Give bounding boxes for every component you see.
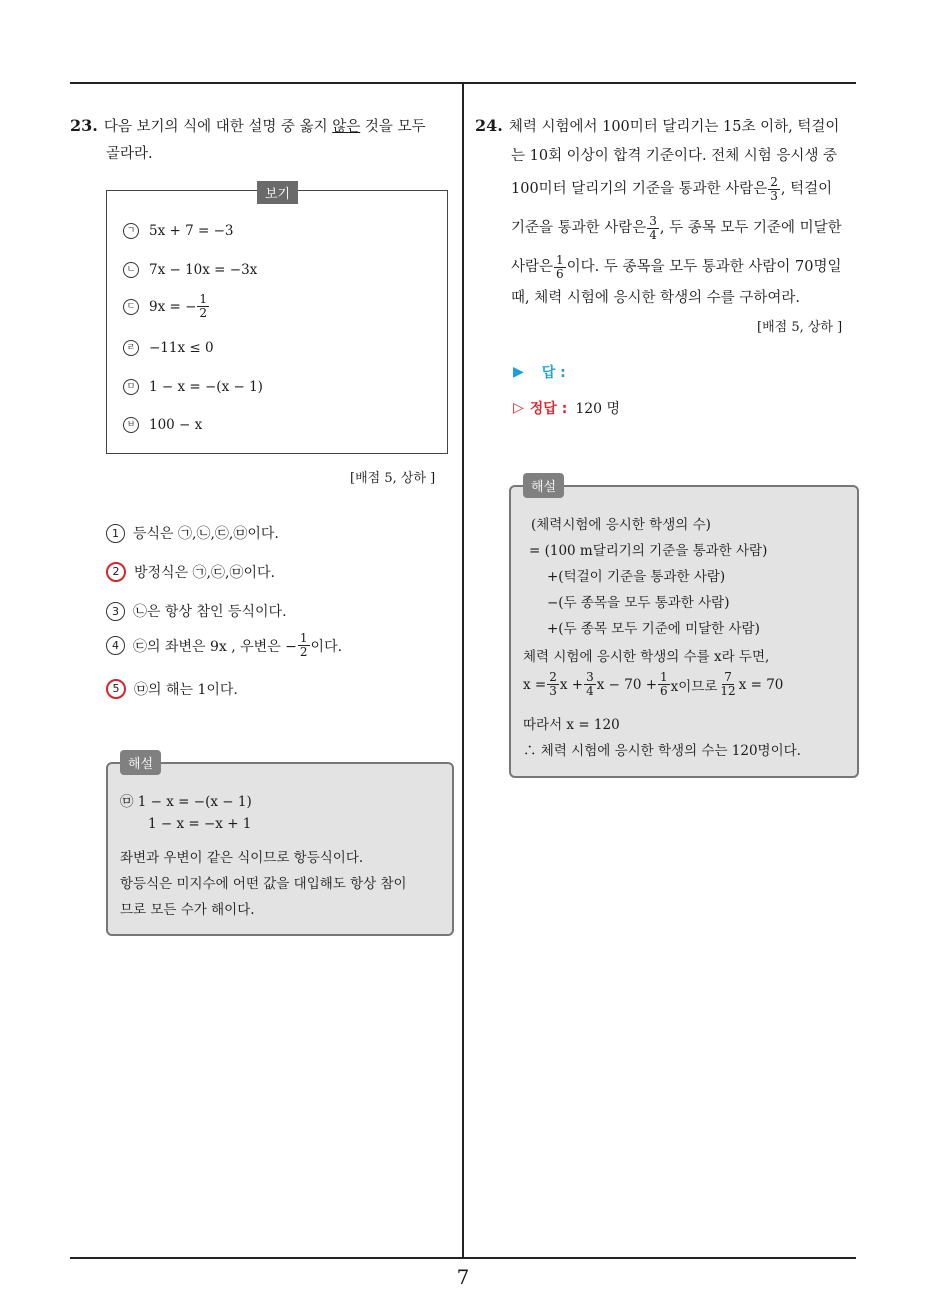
correct-value: 120 명 — [575, 401, 621, 417]
frac-num: 1 — [199, 292, 208, 306]
choice-1[interactable] — [106, 523, 279, 543]
fraction — [768, 176, 780, 203]
choice-text: ㉡은 항상 참인 등식이다. — [133, 604, 287, 620]
correct-answer-row — [513, 398, 620, 418]
choice-text: 방정식은 ㉠,㉢,㉤이다. — [134, 565, 275, 581]
bogi-item — [123, 293, 210, 320]
expl-line: ∴ 체력 시험에 응시한 학생의 수는 120명이다. — [523, 743, 801, 759]
q24-text: , 턱걸이 — [780, 181, 833, 197]
bogi-expr: 9x = − — [149, 298, 197, 315]
expl-line: −(두 종목을 모두 통과한 사람) — [547, 595, 730, 611]
expl-line: = (100 m달리기의 기준을 통과한 사람) — [529, 543, 768, 559]
frac-den: 4 — [649, 227, 657, 242]
choice-number-icon: 3 — [106, 602, 125, 621]
bogi-label: 보기 — [257, 181, 298, 204]
bogi-item — [123, 340, 214, 356]
frac-den: 3 — [770, 188, 778, 203]
q24-line6: 때, 체력 시험에 응시한 학생의 수를 구하여라. — [511, 290, 800, 306]
q24-line3 — [475, 174, 860, 205]
choice-number-icon: 4 — [106, 636, 125, 655]
choice-text: ㉢의 좌변은 9x , 우변은 − — [133, 638, 297, 655]
q24-text: 사람은 — [511, 259, 554, 275]
mark-icon: ㄹ — [123, 340, 139, 356]
expl-line: 1 − x = −x + 1 — [148, 816, 252, 832]
q24-line5 — [475, 252, 860, 283]
eq-part: x = — [523, 676, 547, 693]
expl-line: 좌변과 우변이 같은 식이므로 항등식이다. — [120, 850, 364, 866]
fraction — [298, 632, 310, 659]
choice-5[interactable] — [106, 679, 238, 699]
circled-answer-icon: 5 — [106, 679, 126, 699]
eq-part: x + — [559, 676, 584, 693]
expl-line: 항등식은 미지수에 어떤 값을 대입해도 항상 참이 — [120, 876, 407, 892]
expl-line: +(두 종목 모두 기준에 미달한 사람) — [547, 621, 760, 637]
choice-3[interactable] — [106, 601, 287, 621]
expl-line: ㉤ 1 − x = −(x − 1) — [120, 794, 252, 810]
q23-text-after: 것을 모두 — [360, 119, 426, 135]
frac-num: 1 — [299, 631, 308, 645]
eq-part: x이므로 — [670, 678, 718, 695]
answer-label: 답 : — [541, 365, 566, 381]
q24-text: 이다. 두 종목을 모두 통과한 사람이 70명일 — [566, 259, 842, 275]
frac-num: 2 — [770, 174, 778, 189]
q24-line1 — [475, 110, 860, 143]
mark-icon: ㅂ — [123, 417, 139, 433]
bogi-expr: 1 − x = −(x − 1) — [149, 379, 263, 395]
fraction — [718, 671, 737, 698]
equation-line — [523, 671, 783, 698]
question-24 — [475, 110, 860, 759]
play-triangle-icon: ▶ — [513, 364, 524, 380]
frac-den: 12 — [720, 684, 736, 698]
outline-triangle-icon: ▷ — [513, 400, 524, 416]
q23-number: 23. — [70, 116, 98, 135]
frac-den: 2 — [199, 306, 208, 320]
expl-line: 체력 시험에 응시한 학생의 수를 x라 두면, — [523, 649, 770, 665]
question-23 — [70, 110, 455, 918]
frac-num: 7 — [724, 670, 732, 684]
bogi-expr: 100 − x — [149, 417, 203, 433]
q23-underlined: 않은 — [332, 119, 361, 135]
frac-den: 6 — [660, 684, 668, 698]
frac-den: 4 — [586, 684, 594, 698]
frac-num: 3 — [649, 213, 657, 228]
bogi-box — [106, 187, 448, 454]
bogi-item — [123, 262, 257, 278]
q24-text: 체력 시험에서 100미터 달리기는 15초 이하, 턱걸이 — [508, 119, 840, 135]
q23-stem-line2: 골라라. — [106, 146, 153, 162]
answer-row[interactable] — [513, 362, 566, 382]
page-number: 7 — [456, 1265, 470, 1289]
q24-line4 — [475, 213, 860, 244]
fraction — [197, 293, 209, 320]
frac-den: 6 — [556, 266, 564, 281]
choice-2[interactable] — [106, 562, 275, 582]
mark-icon: ㄴ — [123, 262, 139, 278]
eq-part: x = 70 — [738, 676, 784, 693]
bogi-item — [123, 223, 233, 239]
q24-text: 100미터 달리기의 기준을 통과한 사람은 — [511, 181, 768, 197]
choice-number-icon: 1 — [106, 524, 125, 543]
bogi-expr: 7x − 10x = −3x — [149, 262, 258, 278]
expl-line: (체력시험에 응시한 학생의 수) — [531, 517, 711, 533]
fraction — [658, 671, 670, 698]
q23-text: 다음 보기의 식에 대한 설명 중 옳지 — [103, 119, 333, 135]
bottom-rule — [70, 1257, 856, 1259]
frac-num: 1 — [556, 252, 564, 267]
q24-line2: 는 10회 이상이 합격 기준이다. 전체 시험 응시생 중 — [511, 148, 838, 164]
mark-icon: ㄱ — [123, 223, 139, 239]
fraction — [554, 254, 566, 281]
q24-text: 기준을 통과한 사람은 — [511, 220, 647, 236]
choice-text: 등식은 ㉠,㉡,㉢,㉤이다. — [133, 526, 279, 542]
frac-num: 3 — [586, 670, 594, 684]
choice-text-b: 이다. — [310, 638, 343, 655]
fraction — [547, 671, 559, 698]
expl-label: 해설 — [523, 473, 564, 498]
correct-label: 정답 : — [529, 401, 568, 417]
expl-line: +(턱걸이 기준을 통과한 사람) — [547, 569, 726, 585]
q23-explanation — [106, 757, 454, 936]
q24-number: 24. — [475, 116, 503, 135]
expl-line: 므로 모든 수가 해이다. — [120, 902, 255, 918]
bogi-expr: −11x ≤ 0 — [149, 340, 214, 356]
bogi-expr: 5x + 7 = −3 — [149, 223, 234, 239]
q24-explanation — [509, 480, 859, 778]
fraction — [584, 671, 596, 698]
frac-num: 1 — [660, 670, 668, 684]
mark-icon: ㅁ — [123, 379, 139, 395]
frac-den: 2 — [299, 645, 308, 659]
mark-icon: ㄷ — [123, 299, 139, 315]
bogi-item — [123, 417, 202, 433]
q23-score: [배점 5, 상하 ] — [350, 471, 436, 486]
choice-text: ㉤의 해는 1이다. — [134, 682, 238, 698]
bogi-item — [123, 379, 263, 395]
choice-4[interactable] — [106, 632, 342, 659]
expl-label: 해설 — [120, 750, 161, 775]
eq-part: x − 70 + — [596, 676, 658, 693]
frac-den: 3 — [549, 684, 557, 698]
fraction — [647, 215, 659, 242]
circled-answer-icon: 2 — [106, 562, 126, 582]
frac-num: 2 — [549, 670, 557, 684]
expl-line: 따라서 x = 120 — [523, 717, 620, 733]
q24-text: , 두 종목 모두 기준에 미달한 — [659, 220, 842, 236]
q24-score: [배점 5, 상하 ] — [757, 320, 843, 335]
column-divider — [462, 82, 464, 1258]
